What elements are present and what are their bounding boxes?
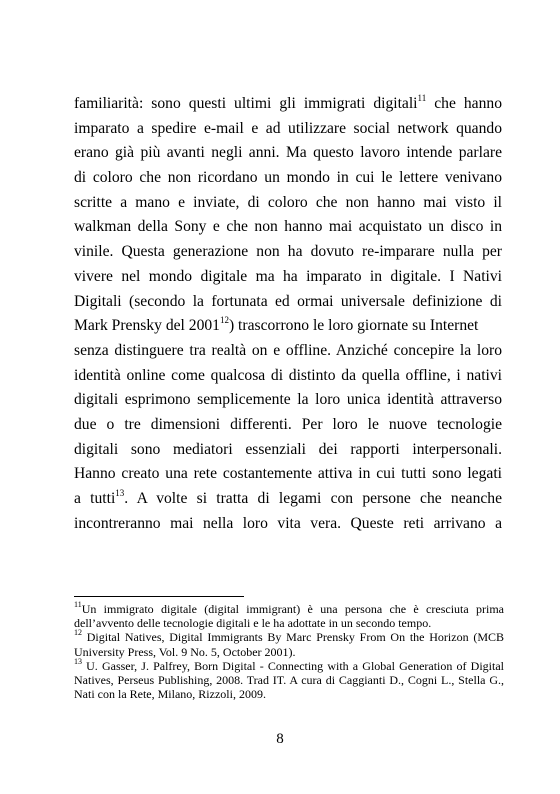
footnote-number: 12 bbox=[74, 628, 82, 638]
line-text: incontreranno mai nella loro vita vera. Queste reti arrivano a bbox=[74, 514, 502, 532]
body-line bbox=[74, 512, 502, 537]
footnote-number: 11 bbox=[74, 600, 82, 609]
body-line bbox=[74, 364, 502, 389]
body-line bbox=[74, 240, 502, 265]
body-line bbox=[74, 487, 502, 512]
footnote bbox=[74, 656, 504, 702]
line-text: vinile. Questa generazione non ha dovuto re-imparare nulla per bbox=[74, 243, 502, 261]
body-line bbox=[74, 265, 502, 290]
footnote-text: Digital Natives, Digital Immigrants By Marc Prensky From On the Horizon (MCB University Press, Vol. 9 No. 5, October 2001). bbox=[74, 630, 504, 659]
footnote-separator bbox=[74, 596, 244, 597]
body-line bbox=[74, 141, 502, 166]
body-line bbox=[74, 339, 502, 364]
body-line bbox=[74, 388, 502, 413]
body-line bbox=[74, 166, 502, 191]
body-line bbox=[74, 191, 502, 216]
line-text: di coloro che non ricordano un mondo in cui le lettere venivano bbox=[74, 169, 502, 187]
line-text: erano già più avanti negli anni. Ma questo lavoro intende parlare bbox=[74, 144, 502, 162]
body-line bbox=[74, 215, 502, 240]
line-text: walkman della Sony e che non hanno mai acquistato un disco in bbox=[74, 218, 502, 236]
body-line bbox=[74, 413, 502, 438]
line-text: familiarità: sono questi ultimi gli immigrati digitali bbox=[74, 95, 418, 112]
footnote-number: 13 bbox=[74, 656, 82, 666]
body-line bbox=[74, 462, 502, 487]
line-text: digitali sono mediatori essenziali dei rapporti interpersonali. bbox=[74, 440, 502, 458]
footnotes bbox=[74, 602, 504, 701]
footnote-text: U. Gasser, J. Palfrey, Born Digital - Connecting with a Global Generation of Digital Natives, Perseus Publishing, 2008. Trad IT. A cura di Caggianti D., Cogni L., Stella G., Nati con la Rete, Milano, Rizzoli, 2009. bbox=[74, 658, 504, 702]
footnote-ref[interactable]: 12 bbox=[219, 315, 229, 325]
line-text: digitali esprimono semplicemente la loro unica identità attraverso bbox=[74, 391, 502, 409]
line-text: scritte a mano e inviate, di coloro che non hanno mai visto il bbox=[74, 193, 502, 211]
footnote bbox=[74, 602, 504, 630]
line-text: Hanno creato una rete costantemente attiva in cui tutti sono legati bbox=[74, 465, 502, 483]
line-text: vivere nel mondo digitale ma ha imparato in digitale. I Nativi bbox=[74, 267, 502, 285]
body-line bbox=[74, 92, 502, 117]
footnote-ref[interactable]: 13 bbox=[115, 487, 125, 498]
line-text: identità online come qualcosa di distinto da quella offline, i nativi bbox=[74, 366, 502, 384]
line-text: due o tre dimensioni differenti. Per loro le nuove tecnologie bbox=[74, 415, 502, 433]
body-line bbox=[74, 438, 502, 463]
body-line bbox=[74, 117, 502, 142]
footnote-ref[interactable]: 11 bbox=[417, 92, 427, 103]
line-text: . A volte si tratta di legami con persone che neanche bbox=[124, 490, 503, 507]
line-text: Digitali (secondo la fortunata ed ormai universale definizione di bbox=[74, 292, 502, 310]
footnote-text: Un immigrato digitale (digital immigrant) è una persona che è cresciuta prima dell’avvento delle tecnologie digitali e le ha adottate in un secondo tempo. bbox=[74, 602, 504, 631]
line-text: Mark Prensky del 2001 bbox=[74, 317, 220, 335]
body-paragraph bbox=[74, 92, 502, 536]
line-text: ) trascorrono le loro giornate su Internet bbox=[228, 317, 479, 335]
line-text: imparato a spedire e-mail e ad utilizzare social network quando bbox=[74, 119, 502, 137]
line-text: a tutti bbox=[74, 490, 116, 507]
page-number: 8 bbox=[276, 731, 284, 747]
body-line bbox=[74, 290, 502, 315]
footnote bbox=[74, 630, 504, 658]
body-line bbox=[74, 314, 502, 339]
line-text: che hanno bbox=[426, 95, 502, 112]
line-text: senza distinguere tra realtà on e offline. Anziché concepire la loro bbox=[74, 341, 502, 359]
